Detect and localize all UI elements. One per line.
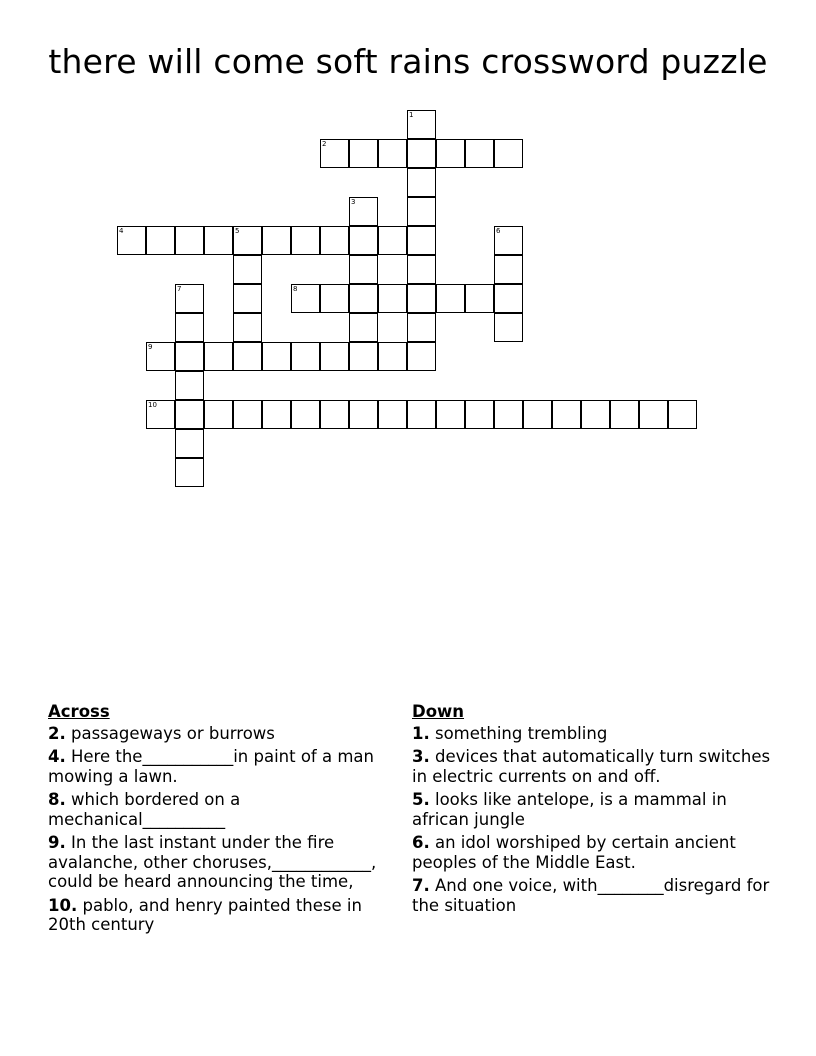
clue-text: something trembling — [429, 723, 608, 743]
grid-cell[interactable] — [349, 255, 378, 284]
grid-cell[interactable] — [175, 313, 204, 342]
cell-number: 10 — [148, 401, 157, 409]
grid-cell[interactable] — [407, 168, 436, 197]
cell-number: 4 — [119, 227, 124, 235]
grid-cell[interactable] — [146, 342, 175, 371]
clue-text: And one voice, with________disregard for the situation — [412, 876, 770, 915]
cell-number: 8 — [293, 285, 298, 293]
grid-cell[interactable] — [407, 284, 436, 313]
cell-number: 3 — [351, 198, 356, 206]
clue-number: 7. — [412, 876, 430, 895]
grid-cell[interactable] — [291, 400, 320, 429]
grid-cell[interactable] — [262, 400, 291, 429]
down-clue — [412, 747, 782, 786]
grid-cell[interactable] — [262, 226, 291, 255]
grid-cell[interactable] — [175, 400, 204, 429]
grid-cell[interactable] — [175, 458, 204, 487]
cell-number: 7 — [177, 285, 182, 293]
grid-cell[interactable] — [349, 197, 378, 226]
grid-cell[interactable] — [349, 226, 378, 255]
grid-cell[interactable] — [494, 139, 523, 168]
grid-cell[interactable] — [378, 139, 407, 168]
grid-cell[interactable] — [175, 284, 204, 313]
grid-cell[interactable] — [320, 400, 349, 429]
grid-cell[interactable] — [320, 342, 349, 371]
grid-cell[interactable] — [494, 255, 523, 284]
grid-cell[interactable] — [146, 400, 175, 429]
grid-cell[interactable] — [407, 139, 436, 168]
grid-cell[interactable] — [175, 371, 204, 400]
clue-text: Here the___________in paint of a man mowing a lawn. — [48, 747, 374, 786]
grid-cell[interactable] — [581, 400, 610, 429]
grid-cell[interactable] — [175, 226, 204, 255]
grid-cell[interactable] — [494, 400, 523, 429]
grid-cell[interactable] — [668, 400, 697, 429]
cell-number: 6 — [496, 227, 501, 235]
cell-number: 9 — [148, 343, 153, 351]
grid-cell[interactable] — [378, 342, 407, 371]
grid-cell[interactable] — [407, 255, 436, 284]
grid-cell[interactable] — [639, 400, 668, 429]
clue-number: 2. — [48, 723, 66, 743]
crossword-grid — [0, 0, 816, 500]
grid-cell[interactable] — [494, 226, 523, 255]
grid-cell[interactable] — [465, 400, 494, 429]
grid-cell[interactable] — [465, 139, 494, 168]
puzzle-title: there will come soft rains crossword puzzle — [48, 42, 768, 81]
grid-cell[interactable] — [291, 342, 320, 371]
grid-cell[interactable] — [204, 342, 233, 371]
down-clue — [412, 790, 782, 829]
grid-cell[interactable] — [320, 226, 349, 255]
grid-cell[interactable] — [262, 342, 291, 371]
grid-cell[interactable] — [175, 342, 204, 371]
down-heading: Down — [412, 702, 465, 721]
grid-cell[interactable] — [436, 284, 465, 313]
grid-cell[interactable] — [378, 284, 407, 313]
grid-cell[interactable] — [349, 284, 378, 313]
grid-cell[interactable] — [465, 284, 494, 313]
grid-cell[interactable] — [233, 226, 262, 255]
clue-number: 1. — [412, 723, 430, 743]
grid-cell[interactable] — [407, 226, 436, 255]
across-clue — [48, 790, 404, 829]
grid-cell[interactable] — [407, 110, 436, 139]
grid-cell[interactable] — [291, 284, 320, 313]
down-clues — [412, 702, 782, 919]
across-clue — [48, 833, 404, 892]
clue-number: 9. — [48, 833, 66, 852]
cell-number: 2 — [322, 140, 327, 148]
across-clue — [48, 724, 404, 744]
grid-cell[interactable] — [494, 284, 523, 313]
down-clue — [412, 724, 782, 744]
grid-cell[interactable] — [436, 400, 465, 429]
across-heading: Across — [48, 702, 110, 721]
cell-number: 5 — [235, 227, 240, 235]
clue-number: 5. — [412, 790, 430, 809]
grid-cell[interactable] — [291, 226, 320, 255]
clue-number: 6. — [412, 833, 430, 852]
clue-text: looks like antelope, is a mammal in african jungle — [412, 790, 727, 829]
cell-number: 1 — [409, 111, 414, 119]
grid-cell[interactable] — [378, 226, 407, 255]
clue-text: pablo, and henry painted these in 20th century — [48, 895, 362, 934]
grid-cell[interactable] — [204, 400, 233, 429]
grid-cell[interactable] — [378, 400, 407, 429]
grid-cell[interactable] — [146, 226, 175, 255]
grid-cell[interactable] — [407, 197, 436, 226]
grid-cell[interactable] — [233, 255, 262, 284]
grid-cell[interactable] — [436, 139, 465, 168]
clue-text: passageways or burrows — [65, 723, 275, 743]
grid-cell[interactable] — [175, 429, 204, 458]
grid-cell[interactable] — [349, 313, 378, 342]
grid-cell[interactable] — [407, 342, 436, 371]
grid-cell[interactable] — [523, 400, 552, 429]
grid-cell[interactable] — [349, 400, 378, 429]
grid-cell[interactable] — [320, 139, 349, 168]
clue-text: which bordered on a mechanical__________ — [48, 790, 241, 829]
down-clue — [412, 833, 782, 872]
grid-cell[interactable] — [349, 342, 378, 371]
grid-cell[interactable] — [407, 400, 436, 429]
grid-cell[interactable] — [494, 313, 523, 342]
grid-cell[interactable] — [320, 284, 349, 313]
clue-number: 8. — [48, 790, 66, 809]
clue-number: 3. — [412, 747, 430, 766]
clue-text: In the last instant under the fire avalanche, other choruses,____________, could be heard announcing the time, — [48, 833, 377, 891]
grid-cell[interactable] — [349, 139, 378, 168]
grid-cell[interactable] — [407, 313, 436, 342]
grid-cell[interactable] — [204, 226, 233, 255]
clue-number: 4. — [48, 747, 66, 766]
down-clue — [412, 876, 782, 915]
clue-number: 10. — [48, 895, 78, 915]
across-clue — [48, 896, 404, 935]
grid-cell[interactable] — [233, 313, 262, 342]
across-clues — [48, 702, 404, 939]
grid-cell[interactable] — [610, 400, 639, 429]
grid-cell[interactable] — [233, 342, 262, 371]
across-clue — [48, 747, 404, 786]
grid-cell[interactable] — [233, 400, 262, 429]
grid-cell[interactable] — [117, 226, 146, 255]
clue-text: devices that automatically turn switches in electric currents on and off. — [412, 747, 771, 786]
clue-text: an idol worshiped by certain ancient peoples of the Middle East. — [412, 833, 736, 872]
grid-cell[interactable] — [233, 284, 262, 313]
grid-cell[interactable] — [552, 400, 581, 429]
